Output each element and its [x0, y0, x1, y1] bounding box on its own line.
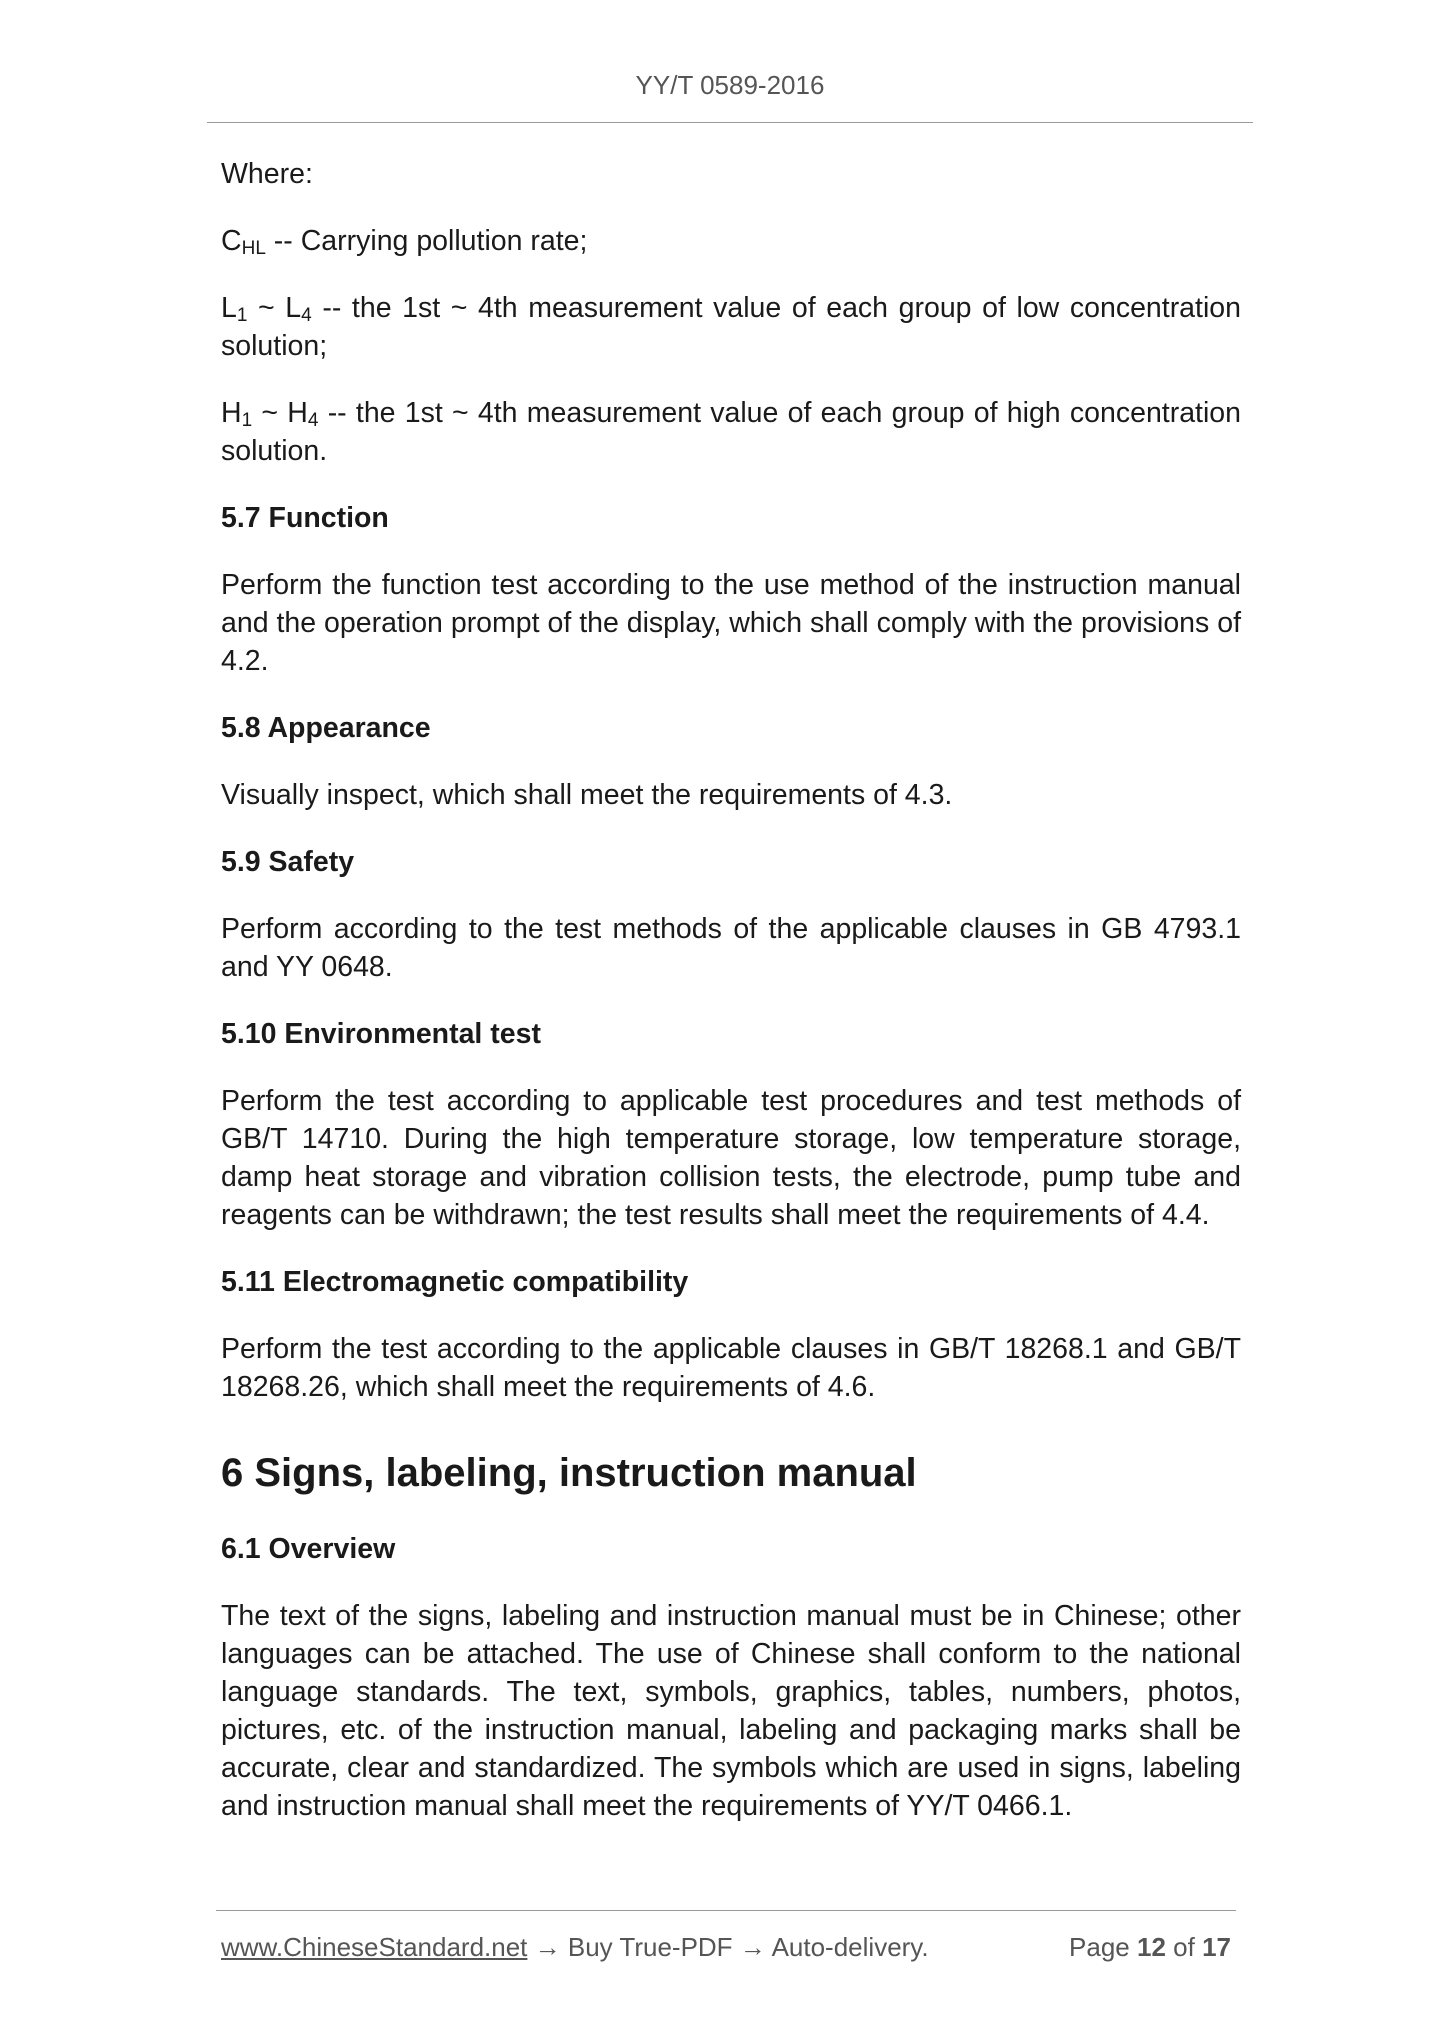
definition-chl — [221, 222, 1241, 260]
footer-promo — [221, 1932, 929, 1963]
section-5-10-text: Perform the test according to applicable test procedures and test methods of GB/T 14710. During the high temperature storage, low temperature storage, damp heat storage and vibration collision tests, the electrode, pump tube and reagents can be withdrawn; the test results shall meet the requirements of 4.4. — [221, 1085, 1241, 1231]
footer-divider — [216, 1910, 1236, 1911]
symbol-l4: ~ L — [247, 292, 302, 324]
page-label: Page — [1069, 1932, 1130, 1962]
page-total: 17 — [1202, 1932, 1231, 1962]
section-5-9-heading: 5.9 Safety — [221, 846, 355, 878]
definition-chl-text: -- Carrying pollution rate; — [265, 225, 588, 257]
header-divider — [207, 122, 1253, 123]
symbol-h4: ~ H — [252, 397, 308, 429]
definition-h-text: -- the 1st ~ 4th measurement value of each group of high concentration solution. — [221, 397, 1242, 467]
section-6-1-heading: 6.1 Overview — [221, 1533, 396, 1565]
section-5-9-text: Perform according to the test methods of the applicable clauses in GB 4793.1 and YY 0648. — [221, 913, 1241, 983]
page-content — [221, 155, 1241, 1854]
subscript-4: 4 — [307, 410, 319, 431]
section-5-11-heading: 5.11 Electromagnetic compatibility — [221, 1266, 689, 1298]
subscript-1: 1 — [241, 410, 253, 431]
section-5-7-text: Perform the function test according to the use method of the instruction manual and the operation prompt of the display, which shall comply with the provisions of 4.2. — [221, 569, 1241, 677]
symbol-l1: L — [221, 292, 237, 324]
section-5-7-heading: 5.7 Function — [221, 502, 389, 534]
where-label: Where: — [221, 158, 313, 190]
section-5-8-text: Visually inspect, which shall meet the requirements of 4.3. — [221, 779, 953, 811]
symbol-c: C — [221, 225, 242, 257]
section-5-8-heading: 5.8 Appearance — [221, 712, 431, 744]
symbol-h1: H — [221, 397, 242, 429]
website-link[interactable]: www.ChineseStandard.net — [221, 1932, 528, 1962]
section-6-1-text: The text of the signs, labeling and instruction manual must be in Chinese; other languages can be attached. The use of Chinese shall conform to the national language standards. The text, symbols, graphics, tables, numbers, photos, pictures, etc. of the instruction manual, labeling and packaging marks shall be accurate, clear and standardized. The symbols which are used in signs, labeling and instruction manual shall meet the requirements of YY/T 0466.1. — [221, 1600, 1241, 1822]
subscript-4: 4 — [301, 305, 312, 326]
subscript-1: 1 — [236, 305, 248, 326]
section-5-10-heading: 5.10 Environmental test — [221, 1018, 541, 1050]
chapter-6-heading: 6 Signs, labeling, instruction manual — [221, 1451, 917, 1495]
document-code-header: YY/T 0589-2016 — [635, 70, 825, 100]
footer-promo-text: → Buy True-PDF → Auto-delivery. — [527, 1932, 929, 1962]
definition-l — [221, 289, 1241, 365]
page-number: 12 — [1137, 1932, 1166, 1962]
page-indicator — [1069, 1932, 1231, 1963]
definition-h — [221, 394, 1241, 470]
of-label: of — [1173, 1932, 1195, 1962]
subscript-hl: HL — [241, 238, 266, 259]
definition-l-text: -- the 1st ~ 4th measurement value of each group of low concentration solution; — [221, 292, 1241, 362]
section-5-11-text: Perform the test according to the applicable clauses in GB/T 18268.1 and GB/T 18268.26, which shall meet the requirements of 4.6. — [221, 1333, 1241, 1403]
